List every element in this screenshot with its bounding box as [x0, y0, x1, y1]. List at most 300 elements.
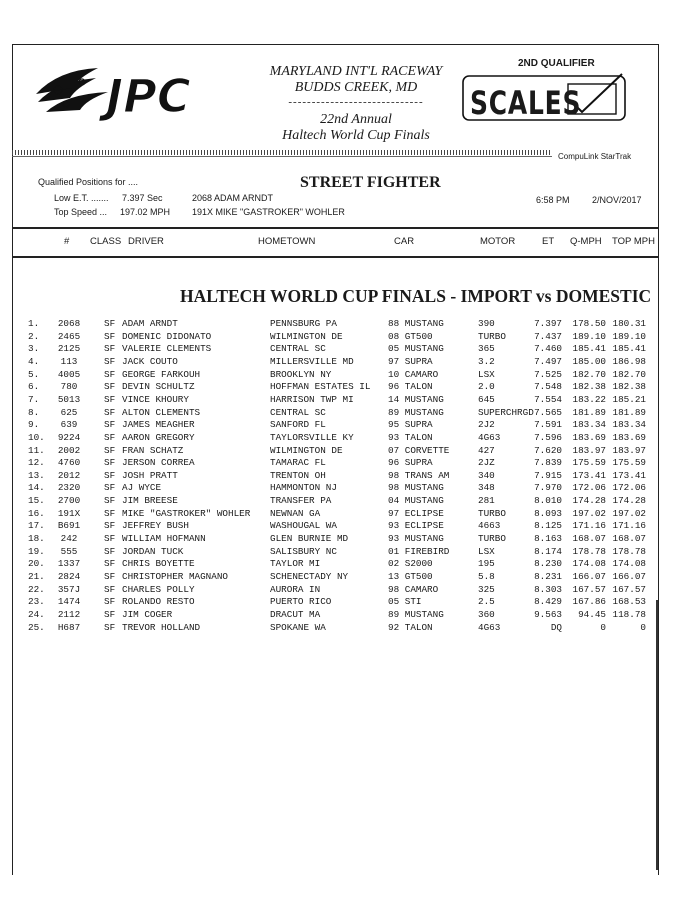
- cell-q: 183.69: [572, 431, 606, 443]
- table-row: [0, 456, 688, 469]
- cell-num: 2824: [57, 571, 81, 582]
- col-topmph: TOP MPH: [612, 236, 655, 247]
- cell-top: 189.10: [612, 330, 646, 342]
- cell-et: 7.554: [534, 393, 562, 405]
- table-row: [0, 469, 688, 482]
- cell-driver: WILLIAM HOFMANN: [122, 533, 206, 545]
- cell-et: 8.303: [534, 583, 562, 595]
- cell-driver: VINCE KHOURY: [122, 393, 189, 405]
- cell-top: 167.57: [612, 583, 646, 595]
- cell-et: 7.548: [534, 381, 562, 393]
- cell-et: 8.174: [534, 545, 562, 557]
- col-car: CAR: [394, 236, 415, 247]
- cell-et: 8.231: [534, 571, 562, 582]
- cell-et: 7.565: [534, 406, 562, 418]
- cell-motor: 360: [478, 608, 495, 620]
- cell-car: 04 MUSTANG: [388, 495, 444, 507]
- cell-q: 182.38: [572, 381, 606, 393]
- table-row: [0, 330, 688, 343]
- table-row: [0, 583, 688, 596]
- top-speed-driver: 191X MIKE "GASTROKER" WOHLER: [192, 207, 345, 217]
- cell-num: 1474: [57, 596, 81, 608]
- table-row: [0, 431, 688, 444]
- cell-top: 182.38: [612, 381, 646, 393]
- cell-top: 183.69: [612, 431, 646, 443]
- cell-home: MILLERSVILLE MD: [270, 355, 354, 367]
- cell-home: NEWNAN GA: [270, 507, 321, 519]
- table-row: [0, 355, 688, 368]
- cell-q: 183.34: [572, 419, 606, 431]
- cell-cls: SF: [104, 533, 116, 545]
- cell-driver: JIM BREESE: [122, 495, 178, 507]
- col-qmph: Q-MPH: [570, 236, 602, 247]
- cell-pos: 18.: [28, 533, 45, 545]
- col-motor: MOTOR: [480, 236, 516, 247]
- cell-pos: 9.: [28, 419, 40, 431]
- cell-top: 118.78: [612, 608, 646, 620]
- cell-pos: 3.: [28, 343, 40, 355]
- cell-driver: JEFFREY BUSH: [122, 520, 189, 532]
- cell-pos: 21.: [28, 571, 45, 582]
- jpc-logo: [36, 64, 236, 122]
- table-row: [0, 317, 688, 330]
- cell-et: 7.915: [534, 469, 562, 481]
- track-name: MARYLAND INT'L RACEWAY: [269, 64, 443, 79]
- cell-motor: 281: [478, 495, 495, 507]
- cell-driver: GEORGE FARKOUH: [122, 368, 201, 380]
- cell-num: 2465: [57, 330, 81, 342]
- cell-et: 8.125: [534, 520, 562, 532]
- cell-et: 7.839: [534, 457, 562, 469]
- cell-home: SANFORD FL: [270, 419, 326, 431]
- cell-motor: 3.2: [478, 355, 495, 367]
- rule-line: [12, 156, 552, 157]
- cell-home: TAYLOR MI: [270, 558, 321, 570]
- cell-driver: CHARLES POLLY: [122, 583, 195, 595]
- table-row: [0, 608, 688, 621]
- cell-pos: 23.: [28, 596, 45, 608]
- cell-top: 183.34: [612, 419, 646, 431]
- cell-motor: 4G63: [478, 431, 501, 443]
- cell-num: 2320: [57, 482, 81, 494]
- cell-q: 183.22: [572, 393, 606, 405]
- cell-driver: AJ WYCE: [122, 482, 162, 494]
- cell-num: 2012: [57, 469, 81, 481]
- cell-et: 8.230: [534, 558, 562, 570]
- cell-home: CENTRAL SC: [270, 343, 326, 355]
- cell-q: 181.89: [572, 406, 606, 418]
- cell-motor: 2J2: [478, 419, 495, 431]
- low-et-value: 7.397 Sec: [122, 193, 163, 203]
- qualifier-label: 2ND QUALIFIER: [518, 58, 595, 69]
- cell-cls: SF: [104, 545, 116, 557]
- cell-motor: 2JZ: [478, 457, 495, 469]
- cell-driver: DOMENIC DIDONATO: [122, 330, 212, 342]
- cell-cls: SF: [104, 583, 116, 595]
- cell-car: 07 CORVETTE: [388, 444, 450, 456]
- cell-q: 172.06: [572, 482, 606, 494]
- table-row: [0, 494, 688, 507]
- cell-motor: 2.0: [478, 381, 495, 393]
- table-row: [0, 481, 688, 494]
- table-row: [0, 545, 688, 558]
- cell-top: 174.08: [612, 558, 646, 570]
- cell-q: 174.28: [572, 495, 606, 507]
- cell-pos: 6.: [28, 381, 40, 393]
- cell-top: 197.02: [612, 507, 646, 519]
- cell-num: B691: [57, 520, 81, 532]
- cell-num: 555: [60, 545, 78, 557]
- cell-q: 183.97: [572, 444, 606, 456]
- cell-driver: VALERIE CLEMENTS: [122, 343, 212, 355]
- cell-motor: 4G63: [478, 621, 501, 633]
- cell-driver: ROLANDO RESTO: [122, 596, 195, 608]
- cell-et: 7.970: [534, 482, 562, 494]
- cell-num: 357J: [57, 583, 81, 595]
- cell-car: 01 FIREBIRD: [388, 545, 450, 557]
- cell-home: PUERTO RICO: [270, 596, 332, 608]
- cell-q: 0: [600, 621, 606, 633]
- cell-pos: 17.: [28, 520, 45, 532]
- cell-num: 191X: [57, 507, 81, 519]
- table-row: [0, 368, 688, 381]
- cell-pos: 20.: [28, 558, 45, 570]
- cell-pos: 1.: [28, 318, 40, 329]
- cell-car: 96 TALON: [388, 381, 433, 393]
- cell-num: 2125: [57, 343, 81, 355]
- cell-car: 97 SUPRA: [388, 355, 433, 367]
- cell-top: 180.31: [612, 318, 646, 329]
- cell-pos: 5.: [28, 368, 40, 380]
- cell-motor: TURBO: [478, 507, 506, 519]
- cell-car: 97 ECLIPSE: [388, 507, 444, 519]
- cell-car: 98 CAMARO: [388, 583, 439, 595]
- cell-et: 7.460: [534, 343, 562, 355]
- cell-pos: 4.: [28, 355, 40, 367]
- low-et-label: Low E.T. .......: [54, 193, 109, 203]
- cell-q: 166.07: [572, 571, 606, 582]
- track-location: BUDDS CREEK, MD: [294, 80, 418, 95]
- cell-pos: 10.: [28, 431, 45, 443]
- cell-top: 0: [640, 621, 646, 633]
- cell-driver: JACK COUTO: [122, 355, 178, 367]
- track-info: [246, 64, 466, 144]
- cell-motor: 348: [478, 482, 495, 494]
- cell-cls: SF: [104, 482, 116, 494]
- table-row: [0, 519, 688, 532]
- cell-car: 02 S2000: [388, 558, 433, 570]
- cell-home: AURORA IN: [270, 583, 321, 595]
- cell-cls: SF: [104, 558, 116, 570]
- cell-driver: JORDAN TUCK: [122, 545, 184, 557]
- cell-top: 178.78: [612, 545, 646, 557]
- cell-et: 7.397: [534, 318, 562, 329]
- cell-car: 13 GT500: [388, 571, 433, 582]
- cell-pos: 24.: [28, 608, 45, 620]
- class-title: STREET FIGHTER: [300, 174, 441, 191]
- cell-cls: SF: [104, 393, 116, 405]
- table-row: [0, 342, 688, 355]
- results-title: HALTECH WORLD CUP FINALS - IMPORT vs DOMESTIC: [180, 286, 652, 306]
- cell-q: 167.57: [572, 583, 606, 595]
- cell-home: GLEN BURNIE MD: [270, 533, 349, 545]
- cell-pos: 25.: [28, 621, 45, 633]
- cell-car: 98 MUSTANG: [388, 482, 444, 494]
- divider-dashes: -----------------------------: [288, 96, 424, 108]
- cell-et: 7.620: [534, 444, 562, 456]
- cell-cls: SF: [104, 596, 116, 608]
- cell-motor: 645: [478, 393, 495, 405]
- cell-q: 185.41: [572, 343, 606, 355]
- cell-driver: JIM COGER: [122, 608, 173, 620]
- cell-driver: ADAM ARNDT: [122, 318, 178, 329]
- cell-car: 96 SUPRA: [388, 457, 433, 469]
- cell-car: 98 TRANS AM: [388, 469, 450, 481]
- svg-text:JPC: JPC: [106, 69, 191, 122]
- scales-label: SCALES: [470, 84, 582, 122]
- cell-motor: LSX: [478, 368, 495, 380]
- cell-driver: FRAN SCHATZ: [122, 444, 184, 456]
- timing-system-label: CompuLink StarTrak: [558, 152, 632, 161]
- cell-home: HARRISON TWP MI: [270, 393, 354, 405]
- event-name: Haltech World Cup Finals: [282, 128, 430, 143]
- cell-driver: JOSH PRATT: [122, 469, 178, 481]
- table-row: [0, 418, 688, 431]
- cell-top: 175.59: [612, 457, 646, 469]
- col-num: #: [64, 236, 70, 247]
- cell-top: 181.89: [612, 406, 646, 418]
- cell-et: 7.497: [534, 355, 562, 367]
- cell-car: 05 MUSTANG: [388, 343, 444, 355]
- cell-cls: SF: [104, 444, 116, 456]
- cell-cls: SF: [104, 520, 116, 532]
- cell-q: 178.78: [572, 545, 606, 557]
- cell-home: TRENTON OH: [270, 469, 326, 481]
- event-edition: 22nd Annual: [320, 112, 392, 127]
- cell-num: 113: [60, 355, 78, 367]
- cell-num: 2112: [57, 608, 81, 620]
- cell-car: 93 ECLIPSE: [388, 520, 444, 532]
- cell-et: 7.437: [534, 330, 562, 342]
- cell-driver: ALTON CLEMENTS: [122, 406, 201, 418]
- cell-driver: CHRISTOPHER MAGNANO: [122, 571, 229, 582]
- cell-cls: SF: [104, 343, 116, 355]
- cell-home: SCHENECTADY NY: [270, 571, 349, 582]
- table-row: [0, 507, 688, 520]
- cell-cls: SF: [104, 608, 116, 620]
- table-row: [0, 444, 688, 457]
- cell-top: 168.07: [612, 533, 646, 545]
- table-row: [0, 532, 688, 545]
- cell-car: 14 MUSTANG: [388, 393, 444, 405]
- cell-num: 1337: [57, 558, 81, 570]
- cell-top: 172.06: [612, 482, 646, 494]
- cell-q: 174.08: [572, 558, 606, 570]
- cell-pos: 14.: [28, 482, 45, 494]
- cell-driver: TREVOR HOLLAND: [122, 621, 201, 633]
- cell-motor: TURBO: [478, 533, 506, 545]
- cell-num: H687: [57, 621, 81, 633]
- cell-et: 8.429: [534, 596, 562, 608]
- cell-num: 625: [60, 406, 78, 418]
- cell-home: PENNSBURG PA: [270, 318, 337, 329]
- cell-et: 7.525: [534, 368, 562, 380]
- cell-cls: SF: [104, 381, 116, 393]
- cell-num: 2068: [57, 318, 81, 329]
- table-row: [0, 570, 688, 583]
- cell-num: 9224: [57, 431, 81, 443]
- cell-car: 05 STI: [388, 596, 422, 608]
- cell-car: 92 TALON: [388, 621, 433, 633]
- cell-cls: SF: [104, 330, 116, 342]
- report-date: 2/NOV/2017: [592, 195, 642, 205]
- table-row: [0, 393, 688, 406]
- cell-top: 183.97: [612, 444, 646, 456]
- cell-q: 197.02: [572, 507, 606, 519]
- table-row: [0, 380, 688, 393]
- cell-pos: 11.: [28, 444, 45, 456]
- dotted-rule: [12, 150, 552, 155]
- col-driver: DRIVER: [128, 236, 164, 247]
- col-et: ET: [542, 236, 555, 247]
- cell-motor: SUPERCHRGD: [478, 406, 534, 418]
- cell-q: 178.50: [572, 318, 606, 329]
- cell-cls: SF: [104, 469, 116, 481]
- cell-car: 89 MUSTANG: [388, 406, 444, 418]
- cell-pos: 13.: [28, 469, 45, 481]
- cell-home: TRANSFER PA: [270, 495, 332, 507]
- cell-car: 88 MUSTANG: [388, 318, 444, 329]
- top-speed-label: Top Speed ...: [54, 207, 108, 217]
- cell-cls: SF: [104, 406, 116, 418]
- cell-top: 166.07: [612, 571, 646, 582]
- cell-motor: 340: [478, 469, 495, 481]
- col-hometown: HOMETOWN: [258, 236, 316, 247]
- cell-home: SPOKANE WA: [270, 621, 326, 633]
- columns-divider: [12, 256, 659, 258]
- cell-driver: CHRIS BOYETTE: [122, 558, 195, 570]
- cell-top: 168.53: [612, 596, 646, 608]
- cell-num: 780: [60, 381, 78, 393]
- cell-driver: AARON GREGORY: [122, 431, 195, 443]
- cell-home: WILMINGTON DE: [270, 444, 343, 456]
- cell-q: 185.00: [572, 355, 606, 367]
- cell-et: 8.163: [534, 533, 562, 545]
- cell-q: 189.10: [572, 330, 606, 342]
- cell-top: 185.41: [612, 343, 646, 355]
- cell-home: WASHOUGAL WA: [270, 520, 337, 532]
- cell-motor: 4663: [478, 520, 501, 532]
- cell-et: 7.591: [534, 419, 562, 431]
- cell-et: 8.010: [534, 495, 562, 507]
- cell-cls: SF: [104, 507, 116, 519]
- col-class: CLASS: [90, 236, 122, 247]
- cell-cls: SF: [104, 419, 116, 431]
- cell-motor: 390: [478, 318, 495, 329]
- cell-cls: SF: [104, 457, 116, 469]
- cell-q: 167.86: [572, 596, 606, 608]
- cell-pos: 15.: [28, 495, 45, 507]
- cell-car: 08 GT500: [388, 330, 433, 342]
- cell-num: 639: [60, 419, 78, 431]
- top-speed-value: 197.02 MPH: [120, 207, 171, 217]
- cell-pos: 22.: [28, 583, 45, 595]
- cell-motor: 5.8: [478, 571, 495, 582]
- cell-home: HAMMONTON NJ: [270, 482, 337, 494]
- cell-top: 182.70: [612, 368, 646, 380]
- cell-q: 94.45: [578, 608, 606, 620]
- cell-num: 5013: [57, 393, 81, 405]
- cell-pos: 12.: [28, 457, 45, 469]
- cell-driver: DEVIN SCHULTZ: [122, 381, 195, 393]
- cell-top: 171.16: [612, 520, 646, 532]
- margin-line: [656, 600, 658, 870]
- cell-pos: 8.: [28, 406, 40, 418]
- cell-driver: JERSON CORREA: [122, 457, 195, 469]
- cell-q: 182.70: [572, 368, 606, 380]
- cell-home: TAMARAC FL: [270, 457, 326, 469]
- cell-top: 174.28: [612, 495, 646, 507]
- cell-car: 93 TALON: [388, 431, 433, 443]
- cell-cls: SF: [104, 431, 116, 443]
- cell-q: 175.59: [572, 457, 606, 469]
- cell-pos: 16.: [28, 507, 45, 519]
- cell-et: 9.563: [534, 608, 562, 620]
- cell-q: 168.07: [572, 533, 606, 545]
- cell-home: CENTRAL SC: [270, 406, 326, 418]
- cell-top: 185.21: [612, 393, 646, 405]
- cell-car: 89 MUSTANG: [388, 608, 444, 620]
- cell-cls: SF: [104, 621, 116, 633]
- cell-home: TAYLORSVILLE KY: [270, 431, 354, 443]
- cell-motor: LSX: [478, 545, 495, 557]
- cell-motor: 365: [478, 343, 495, 355]
- qualified-positions-label: Qualified Positions for ....: [38, 177, 139, 187]
- cell-et: DQ: [550, 621, 562, 633]
- cell-cls: SF: [104, 318, 116, 329]
- cell-q: 171.16: [572, 520, 606, 532]
- cell-car: 10 CAMARO: [388, 368, 439, 380]
- cell-pos: 2.: [28, 330, 40, 342]
- low-et-driver: 2068 ADAM ARNDT: [192, 193, 274, 203]
- cell-cls: SF: [104, 495, 116, 507]
- cell-et: 7.596: [534, 431, 562, 443]
- cell-num: 2700: [57, 495, 81, 507]
- table-row: [0, 557, 688, 570]
- table-row: [0, 595, 688, 608]
- cell-cls: SF: [104, 571, 116, 582]
- header-divider: [12, 227, 659, 229]
- cell-car: 93 MUSTANG: [388, 533, 444, 545]
- report-time: 6:58 PM: [536, 195, 570, 205]
- cell-q: 173.41: [572, 469, 606, 481]
- cell-motor: 325: [478, 583, 495, 595]
- cell-et: 8.093: [534, 507, 562, 519]
- cell-home: DRACUT MA: [270, 608, 321, 620]
- cell-home: SALISBURY NC: [270, 545, 337, 557]
- cell-num: 2002: [57, 444, 81, 456]
- cell-driver: JAMES MEAGHER: [122, 419, 195, 431]
- table-row: [0, 621, 688, 634]
- cell-top: 186.98: [612, 355, 646, 367]
- cell-cls: SF: [104, 355, 116, 367]
- cell-motor: 2.5: [478, 596, 495, 608]
- cell-pos: 19.: [28, 545, 45, 557]
- cell-driver: MIKE "GASTROKER" WOHLER: [122, 507, 251, 519]
- cell-top: 173.41: [612, 469, 646, 481]
- cell-num: 4760: [57, 457, 81, 469]
- cell-home: WILMINGTON DE: [270, 330, 343, 342]
